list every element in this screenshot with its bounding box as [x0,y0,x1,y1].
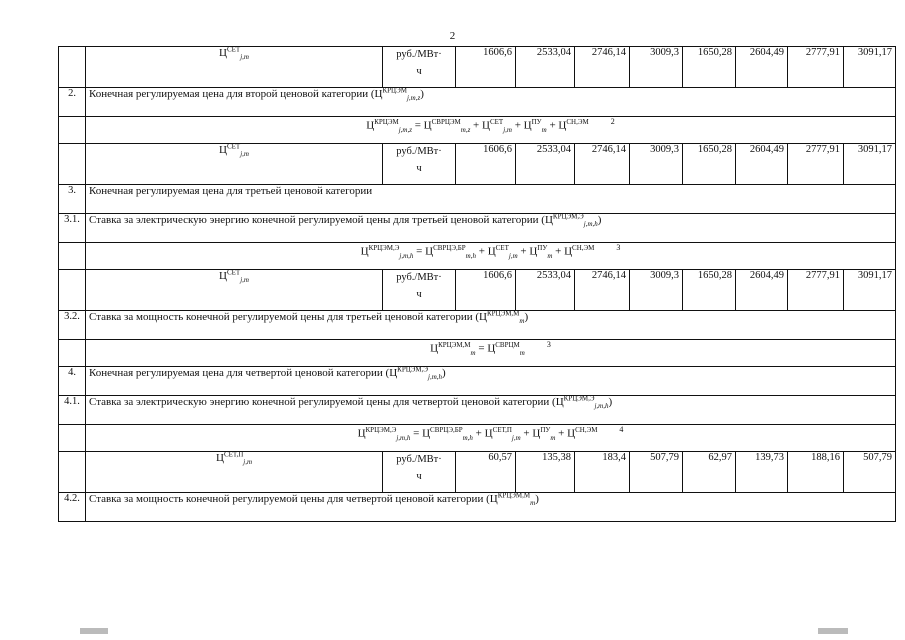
symbol-cell: $Ц^{СЕТ}_{j,m}$ [86,47,383,88]
value-cell: 2777,91 [788,47,844,88]
value-cell: 2533,04 [516,144,575,185]
section-row [59,185,896,214]
value-cell: 2533,04 [516,270,575,311]
row-number: 2. [59,88,86,117]
section-row [59,493,896,522]
tariff-table [58,46,896,522]
table-row [59,270,896,311]
formula-row [59,117,896,144]
value-cell: 62,97 [683,452,736,493]
row-number: 4.2. [59,493,86,522]
page-number: 2 [449,30,456,42]
formula: $Ц^{КРЦЭМ}_{j,m,z} = Ц^{СВРЦЭМ}_{m,z} + Ц^{СЕТ}_{j,m} + Ц^{ПУ}_m + Ц^{СН,ЭМ}$ $^2$ [86,117,896,144]
section-title: Конечная регулируемая цена для четвертой ценовой категории $(Ц^{КРЦЭМ,Э}_{j,m,h})$ [86,367,896,396]
value-cell: 2604,49 [736,47,788,88]
section-title: Конечная регулируемая цена для второй ценовой категории $(Ц^{КРЦЭМ}_{j,m,z})$ [86,88,896,117]
formula: $Ц^{КРЦЭМ,Э}_{j,m,h} = Ц^{СВРЦЭ,БР}_{m,h} + Ц^{СЕТ}_{j,m} + Ц^{ПУ}_m + Ц^{СН,ЭМ}$ $^3$ [86,243,896,270]
value-cell: 60,57 [456,452,516,493]
unit-cell: руб./МВт· ч [383,144,456,185]
unit-cell: руб./МВт· ч [383,270,456,311]
section-row [59,214,896,243]
value-cell: 3009,3 [630,144,683,185]
table-row [59,47,896,88]
value-cell: 1606,6 [456,270,516,311]
value-cell: 1606,6 [456,144,516,185]
footnote-marker: 2 [610,117,615,126]
row-number-cell [59,47,86,88]
symbol-cell: $Ц^{СЕТ}_{j,m}$ [86,144,383,185]
value-cell: 2604,49 [736,144,788,185]
value-cell: 3009,3 [630,270,683,311]
scan-artifact [818,628,848,634]
row-number: 3. [59,185,86,214]
section-row [59,367,896,396]
section-title: Ставка за электрическую энергию конечной регулируемой цены для четвертой ценовой категории $(Ц^{КРЦЭМ,Э}_{j,m,h})$ [86,396,896,425]
value-cell: 507,79 [844,452,896,493]
row-number: 3.2. [59,311,86,340]
formula: $Ц^{КРЦЭМ,М}_m = Ц^{СВРЦМ}_m^3$ [86,340,896,367]
value-cell: 1650,28 [683,270,736,311]
table-row [59,452,896,493]
formula-row [59,243,896,270]
scan-artifact [80,628,108,634]
symbol-cell: $Ц^{СЕТ,П}_{j,m}$ [86,452,383,493]
section-row [59,311,896,340]
section-row [59,396,896,425]
footnote-marker: 4 [619,425,624,434]
value-cell: 183,4 [575,452,630,493]
table-row [59,144,896,185]
value-cell: 1650,28 [683,47,736,88]
unit-cell: руб./МВт· ч [383,47,456,88]
value-cell: 3091,17 [844,270,896,311]
value-cell: 507,79 [630,452,683,493]
value-cell: 3091,17 [844,47,896,88]
value-cell: 2746,14 [575,47,630,88]
value-cell: 2533,04 [516,47,575,88]
value-cell: 3009,3 [630,47,683,88]
row-number: 3.1. [59,214,86,243]
value-cell: 139,73 [736,452,788,493]
value-cell: 188,16 [788,452,844,493]
value-cell: 1606,6 [456,47,516,88]
row-number: 4.1. [59,396,86,425]
value-cell: 135,38 [516,452,575,493]
formula-row [59,425,896,452]
formula: $Ц^{КРЦЭМ,Э}_{j,m,h} = Ц^{СВРЦЭ,БР}_{m,h} + Ц^{СЕТ,П}_{j,m} + Ц^{ПУ}_m + Ц^{СН,ЭМ}$ $^4$ [86,425,896,452]
section-title: Ставка за электрическую энергию конечной регулируемой цены для третьей ценовой категории $(Ц^{КРЦЭМ,Э}_{j,m,h})$ [86,214,896,243]
unit-cell: руб./МВт· ч [383,452,456,493]
section-row [59,88,896,117]
value-cell: 2777,91 [788,144,844,185]
value-cell: 2746,14 [575,270,630,311]
formula-row [59,340,896,367]
section-title: Конечная регулируемая цена для третьей ценовой категории [86,185,896,214]
value-cell: 1650,28 [683,144,736,185]
symbol-cell: $Ц^{СЕТ}_{j,m}$ [86,270,383,311]
row-number: 4. [59,367,86,396]
section-title: Ставка за мощность конечной регулируемой цены для четвертой ценовой категории $(Ц^{КРЦЭМ,М}_m)$ [86,493,896,522]
value-cell: 2604,49 [736,270,788,311]
value-cell: 2777,91 [788,270,844,311]
value-cell: 3091,17 [844,144,896,185]
footnote-marker: 3 [616,243,621,252]
value-cell: 2746,14 [575,144,630,185]
section-title: Ставка за мощность конечной регулируемой цены для третьей ценовой категории $(Ц^{КРЦЭМ,М}_m)$ [86,311,896,340]
footnote-marker: 3 [546,340,551,349]
